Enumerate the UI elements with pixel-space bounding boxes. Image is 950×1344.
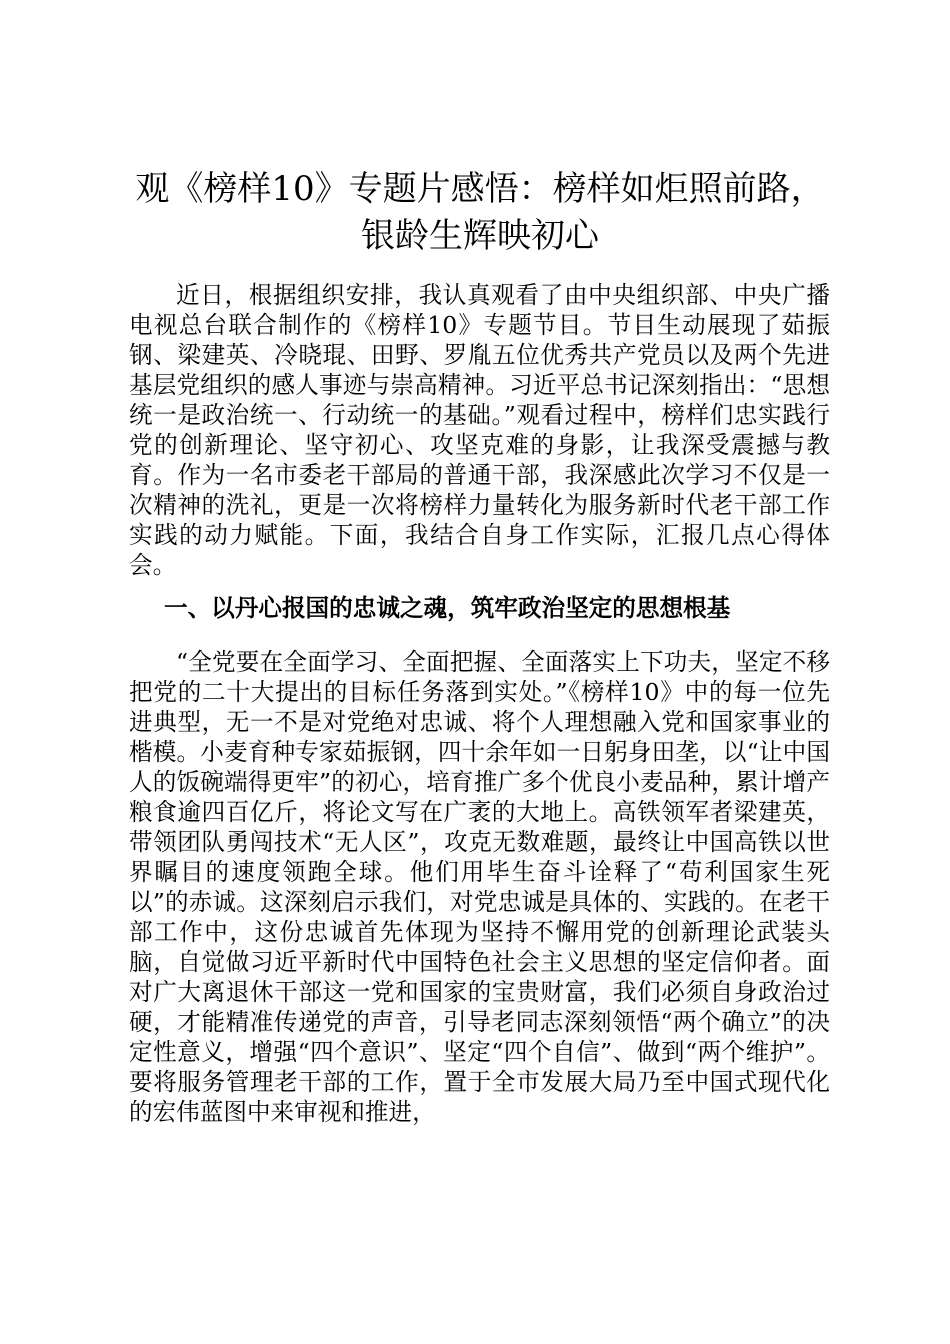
section-paragraph: “全党要在全面学习、全面把握、全面落实上下功夫，坚定不移把党的二十大提出的目标任务落到实处。”《榜样10》中的每一位先进典型，无一不是对党绝对忠诚、将个人理想融入党和国家事业的楷模。小麦育种专家茹振钢，四十余年如一日躬身田垄，以“让中国人的饭碗端得更牢”的初心，培育推广多个优良小麦品种，累计增产粮食逾四百亿斤，将论文写在广袤的大地上。高铁领军者梁建英，带领团队勇闯技术“无人区”，攻克无数难题，最终让中国高铁以世界瞩目的速度领跑全球。他们用毕生奋斗诠释了“苟利国家生死以”的赤诚。这深刻启示我们，对党忠诚是具体的、实践的。在老干部工作中，这份忠诚首先体现为坚持不懈用党的创新理论武装头脑，自觉做习近平新时代中国特色社会主义思想的坚定信仰者。面对广大离退休干部这一党和国家的宝贵财富，我们必须自身政治过硬，才能精准传递党的声音，引导老同志深刻领悟“两个确立”的决定性意义，增强“四个意识”、坚定“四个自信”、做到“两个维护”。要将服务管理老干部的工作，置于全市发展大局乃至中国式现代化的宏伟蓝图中来审视和推进， (129, 648, 830, 1126)
intro-paragraph: 近日，根据组织安排，我认真观看了由中央组织部、中央广播电视总台联合制作的《榜样10》专题节目。节目生动展现了茹振钢、梁建英、冷晓琨、田野、罗胤五位优秀共产党员以及两个先进基层党组织的感人事迹与崇高精神。习近平总书记深刻指出：“思想统一是政治统一、行动统一的基础。”观看过程中，榜样们忠实践行党的创新理论、坚守初心、攻坚克难的身影，让我深受震撼与教育。作为一名市委老干部局的普通干部，我深感此次学习不仅是一次精神的洗礼，更是一次将榜样力量转化为服务新时代老干部工作实践的动力赋能。下面，我结合自身工作实际，汇报几点心得体会。 (129, 281, 830, 579)
document-title: 观《榜样10》专题片感悟：榜样如炬照前路，银龄生辉映初心 (135, 169, 825, 256)
section-heading: 一、以丹心报国的忠诚之魂，筑牢政治坚定的思想根基 (164, 594, 731, 622)
